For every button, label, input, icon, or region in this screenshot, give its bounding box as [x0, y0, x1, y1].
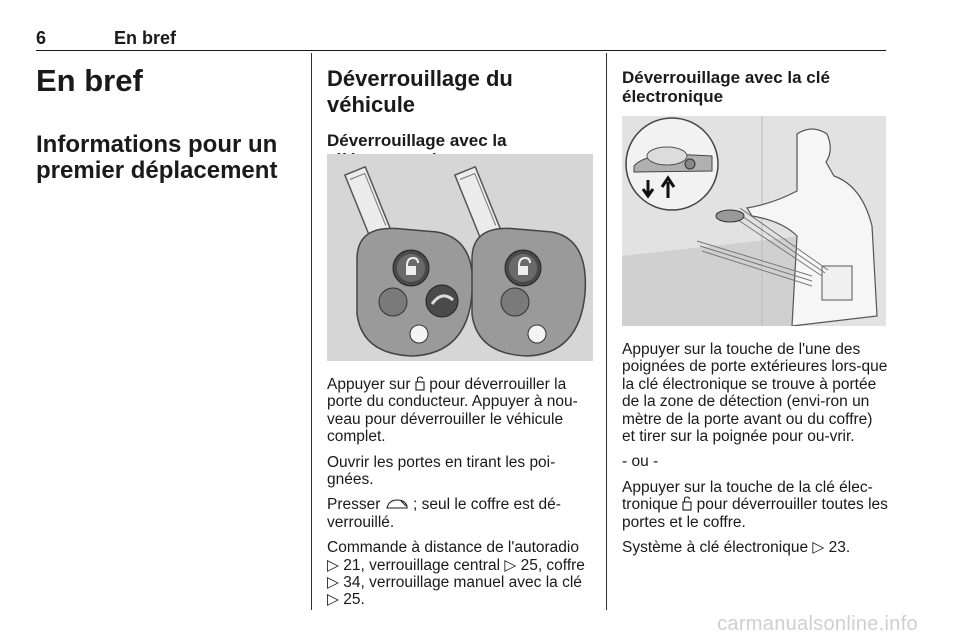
text-run: 25.	[338, 591, 365, 609]
text-run: 23.	[824, 539, 851, 557]
trunk-icon	[385, 498, 409, 511]
page-header	[36, 28, 886, 51]
text-run: 21, verrouillage central	[338, 556, 505, 574]
page-number: 6	[36, 28, 47, 48]
right-paragraph-2: - ou -	[622, 453, 659, 471]
unlock-icon	[415, 376, 425, 391]
reference-arrow-icon: ▷	[504, 556, 517, 574]
right-column	[622, 68, 887, 106]
column-divider-1	[311, 53, 312, 610]
text-run: Commande à distance de l'autoradio	[327, 539, 579, 557]
electronic-key-illustration	[622, 116, 886, 326]
text-run: Appuyer sur	[327, 376, 415, 393]
reference-arrow-icon: ▷	[812, 539, 825, 557]
middle-paragraph-4	[327, 539, 595, 609]
right-paragraph-4	[622, 539, 888, 556]
middle-title: Déverrouillage du véhicule	[327, 66, 513, 117]
unlock-icon	[682, 496, 692, 511]
text-run: Appuyer sur la touche de la clé élec-tronique	[622, 478, 873, 514]
reference-arrow-icon: ▷	[327, 556, 339, 574]
reference-arrow-icon: ▷	[327, 574, 339, 592]
left-column	[36, 64, 301, 184]
middle-paragraph-3	[327, 496, 595, 531]
middle-paragraph-1	[327, 376, 595, 446]
watermark: carmanualsonline.info	[717, 613, 918, 635]
text-run: pour déverrouiller toutes les portes et le coffre.	[622, 496, 888, 531]
reference-arrow-icon: ▷	[327, 591, 339, 609]
middle-paragraph-2: Ouvrir les portes en tirant les poi-gnées.	[327, 453, 556, 489]
right-paragraph-3	[622, 479, 888, 531]
right-subtitle: Déverrouillage avec la clé électronique	[622, 68, 830, 106]
header-section-title: En bref	[114, 28, 177, 48]
text-run: pour déverrouiller la porte du conducteur. Appuyer à nou-veau pour déverrouiller le véhicule complet.	[327, 376, 578, 446]
column-divider-2	[606, 53, 607, 610]
section-title: Informations pour un premier déplacement	[36, 131, 278, 184]
text-run: 25, coffre	[516, 556, 585, 574]
remote-key-illustration	[327, 154, 593, 361]
text-run: ; seul le coffre est dé-verrouillé.	[327, 496, 561, 531]
text-run: Système à clé électronique	[622, 539, 813, 557]
right-paragraph-1: Appuyer sur la touche de l'une des poignées de porte extérieures lors-que la clé électronique se trouve à portée de la zone de détection (envi-ron un mètre de la porte avant ou du coffre) et tirer sur la poignée pour ou-vrir.	[622, 341, 888, 446]
text-run: Presser	[327, 496, 385, 514]
middle-text	[327, 376, 595, 617]
text-run: 34, verrouillage manuel avec la clé	[338, 574, 582, 592]
right-text	[622, 341, 888, 564]
chapter-title: En bref	[36, 63, 143, 98]
middle-subtitle: Déverrouillage avec la	[327, 131, 507, 150]
